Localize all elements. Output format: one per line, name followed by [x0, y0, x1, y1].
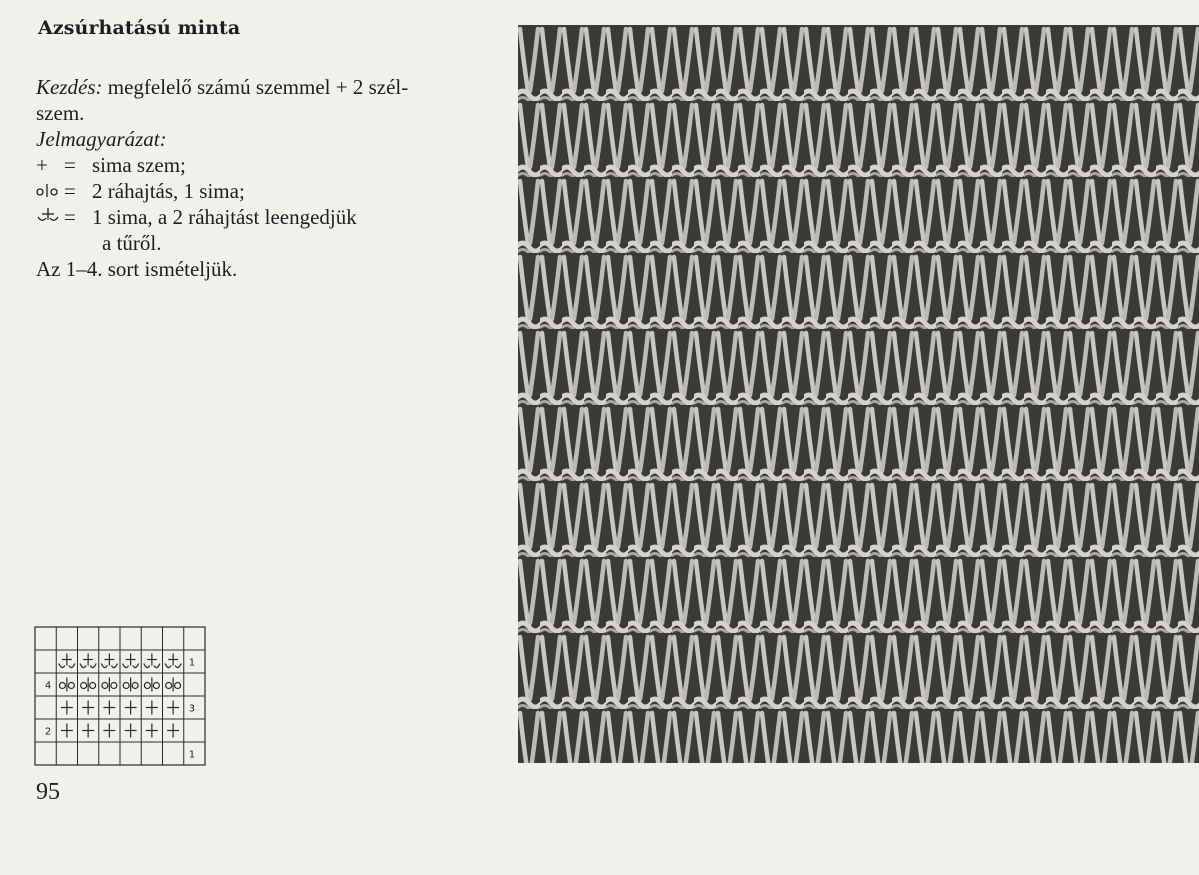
double-yarnover-symbol-icon	[36, 178, 64, 204]
chart-row-label: 1	[188, 657, 196, 669]
start-label: Kezdés:	[36, 75, 103, 99]
chart-cell-knit-icon	[167, 724, 179, 738]
equals-sign: =	[64, 205, 76, 229]
chart-cell-knit-icon	[103, 701, 115, 715]
repeat-instruction: Az 1–4. sort ismételjük.	[36, 257, 238, 281]
legend-text: 1 sima, a 2 ráhajtást leengedjük	[92, 205, 357, 229]
chart-cell-yarnover-icon	[59, 678, 74, 692]
chart-cell-knit-icon	[103, 724, 115, 738]
chart-row-label: 3	[188, 703, 196, 715]
plus-symbol-icon: +	[36, 153, 48, 177]
chart-cell-yarnover-icon	[81, 678, 96, 692]
legend-row-knit	[36, 152, 496, 178]
chart-cell-knit-icon	[61, 701, 73, 715]
chart-cell-knit-icon	[125, 701, 137, 715]
knitted-sample-photo	[518, 25, 1199, 763]
chart-row-label: 2	[44, 726, 52, 738]
chart-cell-drop-stitch-icon	[123, 654, 139, 668]
legend-text-cont: a tűről.	[102, 231, 162, 255]
start-line	[36, 74, 496, 100]
legend-label: Jelmagyarázat:	[36, 127, 167, 151]
chart-cell-knit-icon	[167, 701, 179, 715]
chart-cell-yarnover-icon	[166, 678, 181, 692]
instructions	[36, 74, 496, 282]
chart-row-label: 1	[188, 749, 196, 761]
page-title: Azsúrhatású minta	[38, 17, 241, 39]
chart-cell-drop-stitch-icon	[80, 654, 96, 668]
start-text-cont: szem.	[36, 101, 85, 125]
legend-text: sima szem;	[92, 153, 186, 177]
chart-cell-drop-stitch-icon	[144, 654, 160, 668]
chart-grid	[35, 627, 205, 765]
chart-cell-knit-icon	[125, 724, 137, 738]
chart-cell-drop-stitch-icon	[59, 654, 75, 668]
equals-sign: =	[64, 179, 76, 203]
chart-cell-drop-stitch-icon	[101, 654, 117, 668]
chart-cell-drop-stitch-icon	[165, 654, 181, 668]
chart-cell-knit-icon	[61, 724, 73, 738]
chart-cell-knit-icon	[146, 724, 158, 738]
chart-row-label: 4	[44, 680, 52, 692]
legend-row-yarnover	[36, 178, 496, 204]
start-text: megfelelő számú szemmel + 2 szél-	[107, 75, 409, 99]
chart-cell-yarnover-icon	[144, 678, 159, 692]
equals-sign: =	[64, 153, 76, 177]
chart-cell-yarnover-icon	[123, 678, 138, 692]
drop-stitch-symbol-icon	[36, 204, 64, 230]
chart-cell-knit-icon	[146, 701, 158, 715]
page-number: 95	[36, 779, 60, 805]
chart-cell-knit-icon	[82, 724, 94, 738]
legend-text: 2 ráhajtás, 1 sima;	[92, 179, 245, 203]
chart-cell-knit-icon	[82, 701, 94, 715]
knitting-chart	[34, 626, 206, 766]
legend-row-drop	[36, 204, 496, 230]
chart-cell-yarnover-icon	[102, 678, 117, 692]
